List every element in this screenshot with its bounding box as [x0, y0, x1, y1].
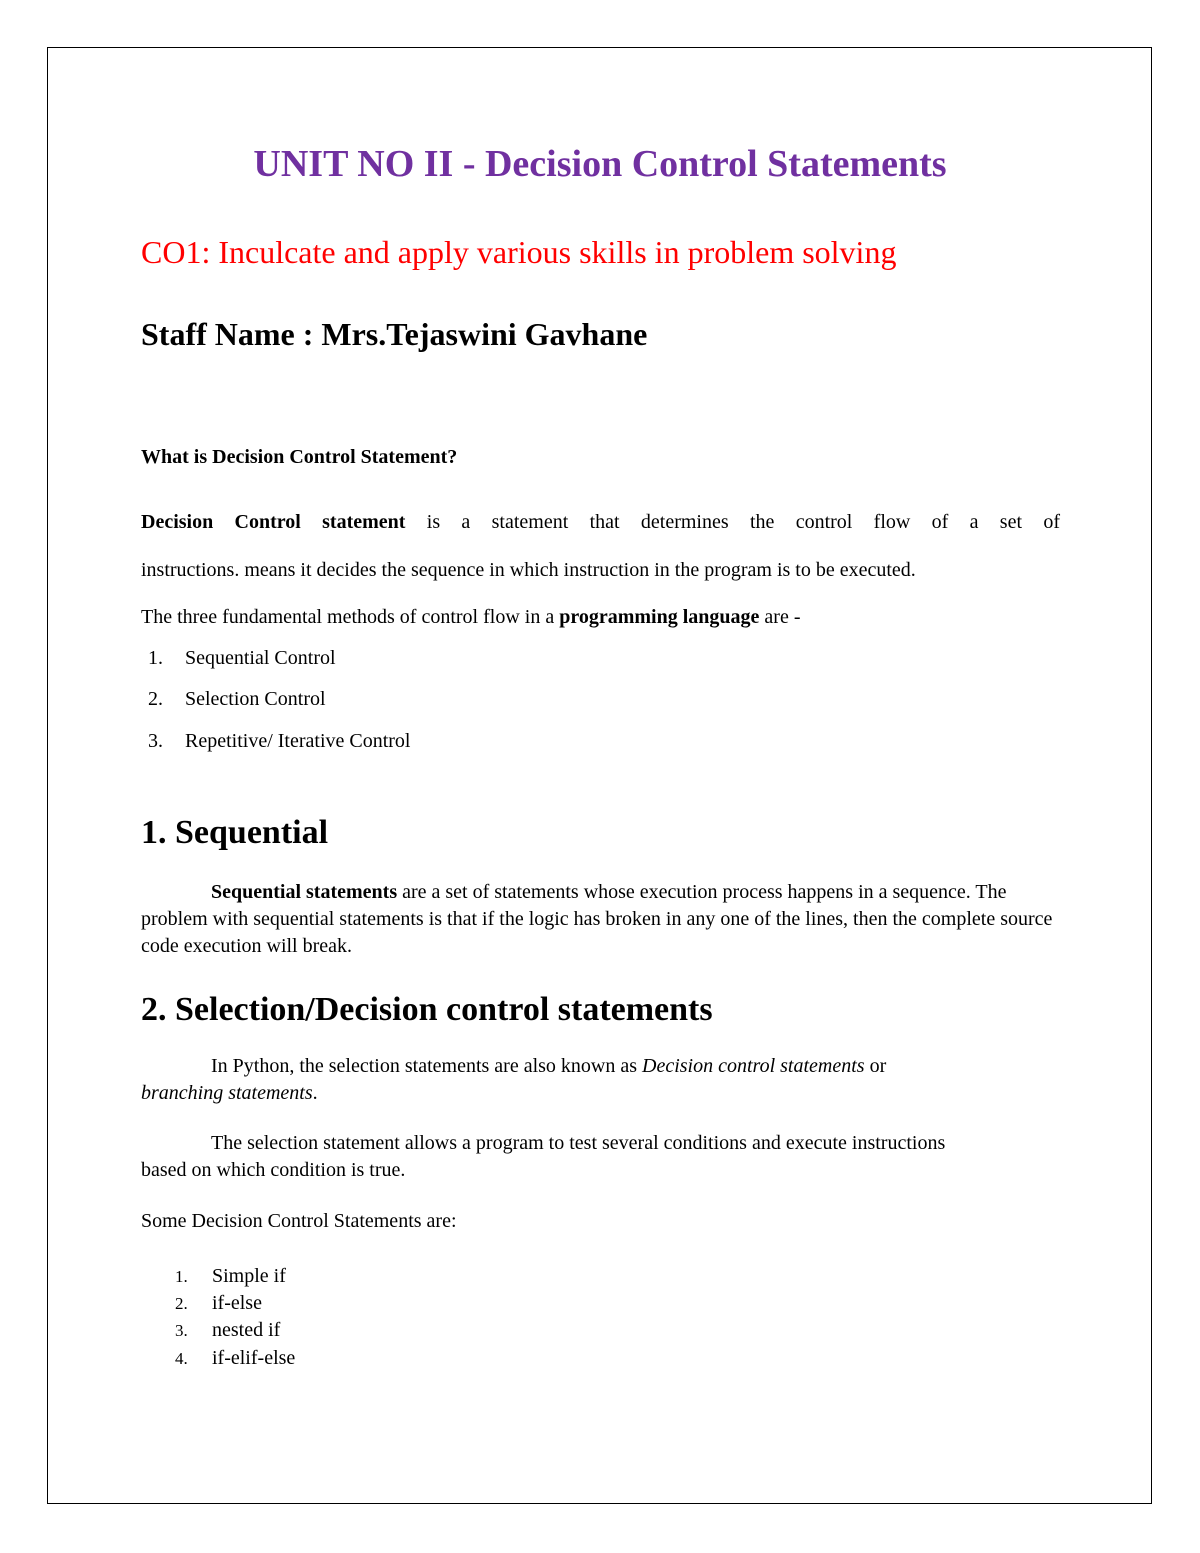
definition-line-2: instructions. means it decides the sequence in which instruction in the program is to be executed.: [141, 559, 916, 581]
staff-name: Mrs.Tejaswini Gavhane: [321, 316, 648, 352]
methods-bold: programming language: [559, 606, 760, 628]
para2-text: The selection statement allows a program to test several conditions and execute instructions based on which condition is true.: [141, 1132, 946, 1181]
methods-suffix: are -: [759, 606, 801, 628]
decision-label: if-else: [212, 1292, 262, 1314]
para1-suffix: .: [312, 1082, 318, 1104]
section2-heading: 2. Selection/Decision control statements: [141, 991, 713, 1028]
method-label: Sequential Control: [185, 647, 336, 669]
decision-label: Simple if: [212, 1265, 286, 1287]
methods-prefix: The three fundamental methods of control flow in a: [141, 606, 560, 628]
course-outcome: CO1: Inculcate and apply various skills in problem solving: [141, 234, 897, 270]
para1-prefix: In Python, the selection statements are also known as: [211, 1055, 643, 1077]
method-label: Selection Control: [185, 688, 326, 710]
page-title: UNIT NO II - Decision Control Statements: [253, 143, 947, 185]
method-number: 1.: [148, 647, 163, 669]
decision-number: 4.: [175, 1349, 188, 1368]
staff-label: Staff Name :: [141, 316, 322, 352]
section1-text: are a set of statements whose execution process happens in a sequence. The problem with sequential statements is that if the logic has broken in any one of the lines, then the complete source code execution will break.: [141, 881, 1053, 957]
definition-term: Decision Control statement: [141, 511, 406, 533]
decision-number: 2.: [175, 1294, 188, 1313]
method-number: 2.: [148, 688, 163, 710]
section1-heading: 1. Sequential: [141, 814, 329, 851]
methods-intro: [141, 604, 800, 630]
section2-paragraph-2: [141, 1130, 991, 1184]
para1-italic-2: branching statements: [141, 1082, 313, 1104]
method-label: Repetitive/ Iterative Control: [185, 730, 411, 752]
method-number: 3.: [148, 730, 163, 752]
section1-paragraph: [141, 879, 1066, 960]
section2-paragraph-1: [141, 1053, 901, 1107]
section1-term: Sequential statements: [211, 881, 398, 903]
definition-line-1: [141, 509, 1060, 535]
decision-number: 1.: [175, 1267, 188, 1286]
intro-question: What is Decision Control Statement?: [141, 446, 458, 468]
staff-line: [141, 314, 647, 354]
decision-list-intro: Some Decision Control Statements are:: [141, 1210, 457, 1232]
decision-label: nested if: [212, 1319, 281, 1341]
para1-mid: or: [864, 1055, 887, 1077]
para1-italic-1: Decision control statements: [642, 1055, 865, 1077]
decision-number: 3.: [175, 1321, 188, 1340]
definition-rest: is a statement that determines the control flow of a set of: [405, 511, 1060, 533]
decision-label: if-elif-else: [212, 1347, 296, 1369]
